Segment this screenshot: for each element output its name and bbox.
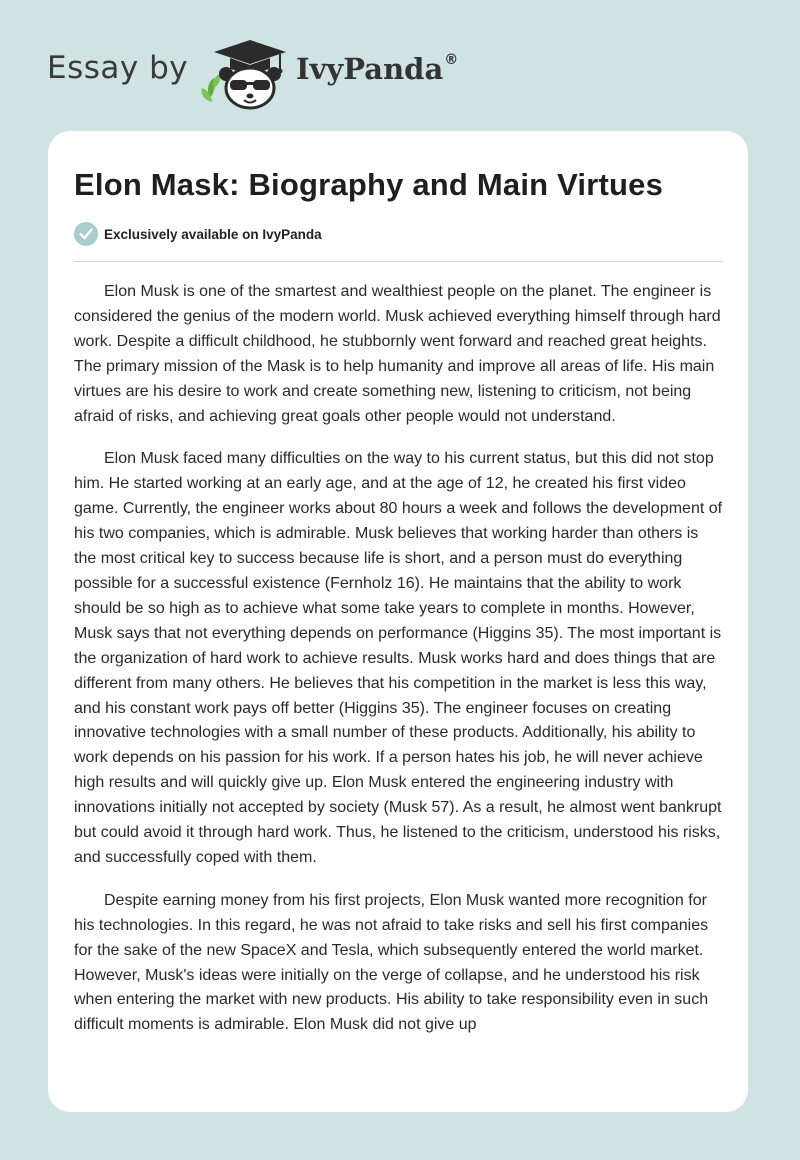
- brand-name: IvyPanda: [296, 52, 444, 86]
- exclusive-label: Exclusively available on IvyPanda: [104, 226, 322, 242]
- check-circle-icon: [74, 222, 98, 246]
- page-title: Elon Mask: Biography and Main Virtues: [74, 167, 664, 202]
- paragraph: Elon Musk is one of the smartest and wealthiest people on the planet. The engineer is considered the genius of the modern world. Musk achieved everything himself through hard work. Despite a difficult childhood, he stubbornly went forward and reached great heights. The primary mission of the Mask is to help humanity and improve all areas of life. His main virtues are his desire to work and create something new, listening to criticism, not being afraid of risks, and achieving great goals other people would not understand.: [74, 283, 721, 425]
- divider: [74, 261, 723, 262]
- site-header: [0, 0, 800, 128]
- essay-by-label: Essay by: [47, 50, 189, 86]
- paragraph: Despite earning money from his first projects, Elon Musk wanted more recognition for his technologies. In this regard, he was not afraid to take risks and sell his first companies for the sake of the new SpaceX and Tesla, which subsequently entered the world market. However, Musk's ideas were initially on the verge of collapse, and he understood his risk when entering the market with new products. His ability to take responsibility even in such difficult moments is admirable. Elon Musk did not give up: [74, 891, 709, 1034]
- registered-mark: ®: [444, 52, 459, 69]
- paragraph: Elon Musk faced many difficulties on the way to his current status, but this did not stop him. He started working at an early age, and at the age of 12, he created his first video game. Currently, the engineer works about 80 hours a week and follows the development of his two companies, which is admirable. Musk believes that working harder than others is the most critical key to success because life is short, and a person must do everything possible for a successful existence (Fernholz 16). He maintains that the ability to work should be so high as to achieve what some take years to complete in months. However, Musk says that not everything depends on performance (Higgins 35). The most important is the organization of hard work to achieve results. Musk works hard and does things that are different from many others. He believes that his competition in the market is less this way, and his constant work pays off better (Higgins 35). The engineer focuses on creating innovative technologies with a small number of these products. Additionally, his ability to work depends on his passion for his work. If a person hates his job, he will never achieve high results and will quickly give up. Elon Musk entered the engineering industry with innovations initially not accepted by society (Musk 57). As a result, he almost went bankrupt but could avoid it through hard work. Thus, he listened to the criticism, understood his risks, and successfully coped with them.: [74, 450, 723, 866]
- essay-body: [74, 280, 724, 1056]
- exclusive-badge: [74, 222, 322, 246]
- panda-graduate-icon[interactable]: [200, 36, 292, 110]
- leaf-icon: [201, 74, 220, 102]
- essay-card: [48, 131, 748, 1112]
- brand-logo-text[interactable]: [296, 52, 458, 86]
